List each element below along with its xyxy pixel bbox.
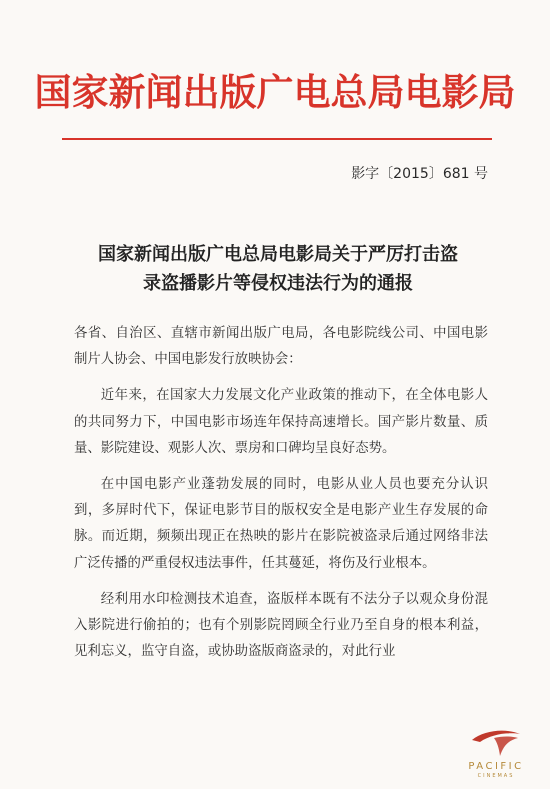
watermark-subtitle: CINEMAS: [477, 773, 515, 779]
addressee-paragraph: 各省、自治区、直辖市新闻出版广电局，各电影院线公司、中国电影制片人协会、中国电影发行放映协会：: [74, 326, 488, 368]
notice-title-line-1: 国家新闻出版广电总局电影局关于严厉打击盗: [98, 244, 458, 265]
letterhead-divider: [62, 138, 492, 140]
body-paragraph-2: 在中国电影产业蓬勃发展的同时，电影从业人员也要充分认识到，多屏时代下，保证电影节目的版权安全是电影产业生存发展的命脉。而近期，频频出现正在热映的影片在影院被盗录后通过网络非法广泛传播的严重侵权违法事件，任其蔓延，将伤及行业根本。: [74, 477, 488, 571]
notice-title: [78, 240, 478, 298]
agency-letterhead: 国家新闻出版广电总局电影局: [34, 70, 516, 114]
body-paragraph-1: 近年来，在国家大力发展文化产业政策的推动下，在全体电影人的共同努力下，中国电影市场连年保持高速增长。国产影片数量、质量、影院建设、观影人次、票房和口碑均呈良好态势。: [74, 388, 488, 456]
notice-title-line-2: 录盗播影片等侵权违法行为的通报: [143, 273, 413, 294]
notice-body: [74, 321, 488, 675]
swoosh-logo-icon: [468, 726, 524, 760]
body-paragraph-3: 经利用水印检测技术追查，盗版样本既有不法分子以观众身份混入影院进行偷拍的；也有个别影院罔顾全行业乃至自身的根本利益，见利忘义，监守自盗，或协助盗版商盗录的，对此行业: [74, 591, 488, 660]
pacific-cinemas-watermark: [456, 722, 536, 782]
watermark-brand: PACIFIC: [468, 761, 524, 772]
document-number: 影字〔2015〕681 号: [351, 166, 488, 182]
